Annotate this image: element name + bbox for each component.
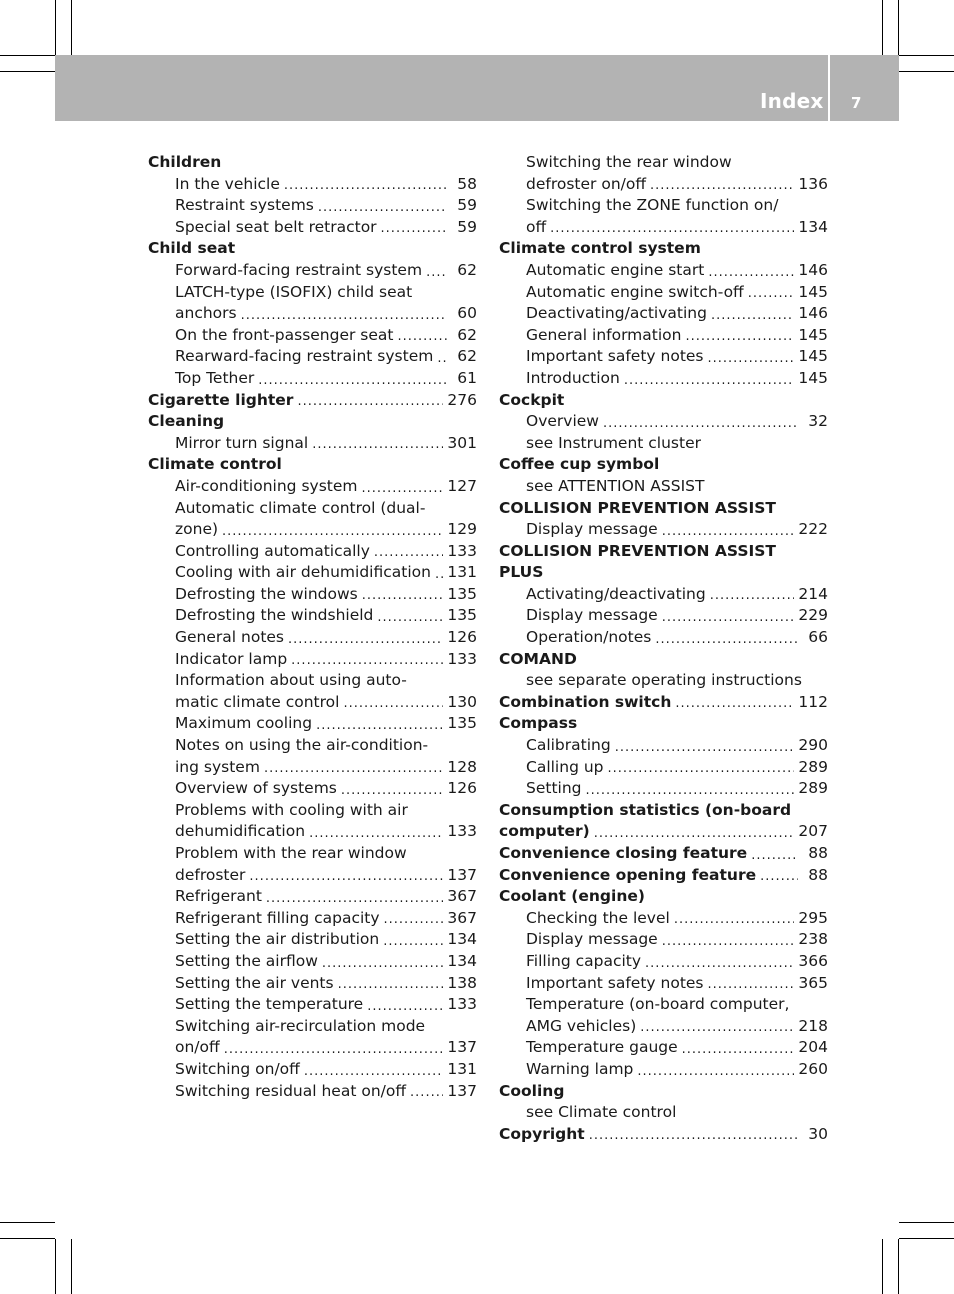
crop-mark	[898, 1239, 899, 1294]
index-entry	[148, 476, 477, 498]
index-entry	[148, 757, 477, 779]
leader-dots	[291, 652, 443, 670]
entry-page-number: 145	[798, 325, 828, 344]
index-heading-entry	[148, 390, 477, 412]
index-entry	[499, 260, 828, 282]
entry-page-number: 135	[447, 606, 477, 625]
entry-label: In the vehicle	[175, 174, 280, 193]
entry-page-number: 276	[447, 390, 477, 409]
index-entry	[148, 346, 477, 368]
index-entry	[499, 519, 828, 541]
entry-label: Filling capacity	[526, 951, 642, 970]
entry-label: Display message	[526, 930, 658, 949]
index-heading-entry	[499, 843, 828, 865]
crop-mark	[882, 1239, 883, 1294]
crop-mark	[55, 1239, 56, 1294]
index-continuation: Switching the ZONE function on/	[526, 196, 779, 215]
entry-label: Maximum cooling	[175, 714, 313, 733]
entry-page-number: 127	[447, 476, 477, 495]
index-continuation: Information about using auto-	[175, 671, 407, 690]
index-continuation: Switching the rear window	[526, 153, 732, 171]
entry-page-number: 133	[447, 541, 477, 560]
leader-dots	[284, 177, 447, 195]
entry-label: Overview	[526, 412, 599, 431]
index-entry	[148, 929, 477, 951]
index-entry	[148, 584, 477, 606]
entry-page-number: 146	[798, 304, 828, 323]
leader-dots	[662, 609, 795, 627]
entry-page-number: 289	[798, 757, 828, 776]
entry-label: Defrosting the windshield	[175, 606, 374, 625]
entry-page-number: 133	[447, 995, 477, 1014]
index-column-left	[148, 152, 477, 1102]
index-entry	[148, 325, 477, 347]
leader-dots	[662, 933, 795, 951]
entry-page-number: 138	[447, 973, 477, 992]
entry-page-number: 137	[447, 1081, 477, 1100]
entry-label: Air-conditioning system	[175, 476, 358, 495]
index-column-right	[499, 152, 828, 1145]
leader-dots	[426, 264, 447, 282]
index-heading: COLLISION PREVENTION ASSIST	[499, 541, 777, 560]
index-heading-entry	[499, 865, 828, 887]
entry-page-number: 137	[447, 1038, 477, 1057]
entry-page-number: 128	[447, 757, 477, 776]
page-title: Index	[760, 89, 824, 113]
leader-dots	[586, 782, 795, 800]
leader-dots	[655, 631, 798, 649]
entry-label: AMG vehicles)	[526, 1016, 637, 1035]
index-entry	[148, 973, 477, 995]
index-entry	[499, 929, 828, 951]
entry-label: Switching on/off	[175, 1059, 300, 1078]
index-entry	[499, 368, 828, 390]
entry-label: General information	[526, 325, 682, 344]
index-continuation: see ATTENTION ASSIST	[526, 476, 705, 495]
entry-label: matic climate control	[175, 692, 340, 711]
index-continuation: see Instrument cluster	[526, 433, 701, 452]
index-entry	[499, 584, 828, 606]
index-entry	[499, 282, 828, 304]
index-heading-entry	[499, 692, 828, 714]
leader-dots	[437, 350, 447, 368]
entry-label: Defrosting the windows	[175, 584, 358, 603]
entry-label: Refrigerant	[175, 887, 262, 906]
leader-dots	[381, 220, 447, 238]
index-entry	[499, 951, 828, 973]
index-entry	[148, 174, 477, 196]
entry-page-number: 367	[447, 887, 477, 906]
index-entry	[148, 713, 477, 735]
leader-dots	[361, 480, 443, 498]
leader-dots	[398, 328, 448, 346]
entry-label: defroster	[175, 865, 246, 884]
index-entry	[499, 303, 828, 325]
index-heading: Child seat	[148, 239, 236, 258]
index-heading: Consumption statistics (on-board	[499, 800, 792, 819]
leader-dots	[288, 631, 443, 649]
entry-page-number: 59	[457, 196, 477, 215]
index-heading: Climate control system	[499, 239, 701, 258]
crop-mark	[899, 1238, 954, 1239]
index-heading: Coolant (engine)	[499, 887, 645, 906]
leader-dots	[682, 1041, 795, 1059]
entry-page-number: 134	[447, 930, 477, 949]
entry-label: Cigarette lighter	[148, 390, 294, 409]
entry-label: On the front-passenger seat	[175, 325, 394, 344]
index-entry	[499, 973, 828, 995]
entry-page-number: 131	[447, 563, 477, 582]
entry-label: Switching residual heat on/off	[175, 1081, 407, 1100]
leader-dots	[708, 350, 795, 368]
entry-page-number: 66	[808, 628, 828, 647]
leader-dots	[662, 523, 795, 541]
entry-label: Top Tether	[175, 368, 255, 387]
leader-dots	[751, 847, 798, 865]
entry-label: Cooling with air dehumidification	[175, 563, 431, 582]
leader-dots	[338, 976, 444, 994]
entry-label: on/off	[175, 1038, 220, 1057]
index-entry	[148, 951, 477, 973]
entry-label: Forward-facing restraint system	[175, 260, 423, 279]
leader-dots	[711, 307, 794, 325]
entry-label: Copyright	[499, 1124, 585, 1143]
entry-page-number: 112	[798, 692, 828, 711]
leader-dots	[377, 609, 443, 627]
entry-page-number: 133	[447, 649, 477, 668]
entry-label: Introduction	[526, 368, 620, 387]
entry-label: Important safety notes	[526, 973, 704, 992]
index-entry	[499, 1016, 828, 1038]
leader-dots	[624, 372, 795, 390]
index-heading: Compass	[499, 714, 578, 733]
entry-label: Refrigerant filling capacity	[175, 908, 380, 927]
index-entry	[148, 195, 477, 217]
crop-mark	[0, 71, 55, 72]
index-entry	[148, 692, 477, 714]
leader-dots	[383, 933, 443, 951]
index-entry	[148, 1081, 477, 1103]
entry-label: Setting the temperature	[175, 995, 364, 1014]
entry-page-number: 145	[798, 282, 828, 301]
index-entry	[499, 174, 828, 196]
entry-page-number: 301	[447, 433, 477, 452]
entry-label: Automatic engine switch-off	[526, 282, 744, 301]
leader-dots	[343, 695, 443, 713]
leader-dots	[341, 782, 444, 800]
leader-dots	[550, 220, 794, 238]
entry-page-number: 62	[457, 260, 477, 279]
leader-dots	[222, 523, 443, 541]
entry-label: Setting the air distribution	[175, 930, 380, 949]
entry-label: Setting	[526, 779, 582, 798]
entry-label: Combination switch	[499, 692, 672, 711]
entry-label: Temperature gauge	[526, 1038, 678, 1057]
crop-mark	[899, 55, 954, 56]
leader-dots	[241, 307, 447, 325]
entry-page-number: 131	[447, 1059, 477, 1078]
index-continuation: see separate operating instructions	[526, 671, 802, 690]
leader-dots	[645, 955, 794, 973]
leader-dots	[249, 868, 443, 886]
leader-dots	[608, 760, 795, 778]
entry-label: Automatic engine start	[526, 260, 705, 279]
entry-page-number: 60	[457, 304, 477, 323]
entry-page-number: 135	[447, 584, 477, 603]
leader-dots	[748, 285, 795, 303]
index-entry	[499, 908, 828, 930]
index-entry	[148, 1059, 477, 1081]
entry-label: zone)	[175, 520, 219, 539]
entry-label: Setting the air vents	[175, 973, 334, 992]
entry-label: General notes	[175, 628, 285, 647]
index-continuation: Problem with the rear window	[175, 844, 407, 862]
entry-label: dehumidification	[175, 822, 306, 841]
entry-page-number: 126	[447, 628, 477, 647]
entry-page-number: 238	[798, 930, 828, 949]
index-entry	[148, 865, 477, 887]
entry-page-number: 129	[447, 520, 477, 539]
entry-label: Rearward-facing restraint system	[175, 347, 434, 366]
leader-dots	[637, 1063, 794, 1081]
leader-dots	[309, 825, 443, 843]
index-entry	[499, 627, 828, 649]
index-entry	[148, 368, 477, 390]
leader-dots	[367, 998, 443, 1016]
entry-page-number: 366	[798, 951, 828, 970]
entry-page-number: 59	[457, 217, 477, 236]
index-entry	[148, 649, 477, 671]
index-heading: Cooling	[499, 1081, 565, 1100]
entry-label: Display message	[526, 606, 658, 625]
leader-dots	[266, 890, 444, 908]
leader-dots	[760, 868, 798, 886]
index-entry	[148, 541, 477, 563]
entry-page-number: 145	[798, 368, 828, 387]
entry-label: Mirror turn signal	[175, 433, 309, 452]
entry-page-number: 130	[447, 692, 477, 711]
index-continuation: Notes on using the air-condition-	[175, 736, 429, 755]
index-entry	[148, 778, 477, 800]
entry-page-number: 61	[457, 368, 477, 387]
leader-dots	[362, 587, 444, 605]
leader-dots	[316, 717, 443, 735]
entry-label: ing system	[175, 757, 260, 776]
leader-dots	[650, 177, 794, 195]
entry-label: anchors	[175, 304, 237, 323]
index-entry	[148, 303, 477, 325]
entry-page-number: 218	[798, 1016, 828, 1035]
entry-label: Controlling automatically	[175, 541, 370, 560]
entry-page-number: 135	[447, 714, 477, 733]
index-entry	[148, 994, 477, 1016]
index-entry	[499, 757, 828, 779]
crop-mark	[71, 0, 72, 55]
index-entry	[148, 908, 477, 930]
entry-page-number: 146	[798, 260, 828, 279]
entry-page-number: 137	[447, 865, 477, 884]
entry-page-number: 207	[798, 822, 828, 841]
index-heading: Climate control	[148, 455, 282, 474]
leader-dots	[384, 911, 444, 929]
entry-label: Convenience closing feature	[499, 844, 748, 862]
entry-label: Calling up	[526, 757, 604, 776]
leader-dots	[435, 566, 443, 584]
index-entry	[499, 605, 828, 627]
leader-dots	[297, 393, 443, 411]
entry-label: Activating/deactivating	[526, 584, 706, 603]
entry-page-number: 32	[808, 412, 828, 431]
leader-dots	[258, 372, 447, 390]
index-heading: Coffee cup symbol	[499, 455, 660, 474]
leader-dots	[615, 739, 795, 757]
entry-page-number: 214	[798, 584, 828, 603]
leader-dots	[675, 695, 794, 713]
entry-page-number: 204	[798, 1038, 828, 1057]
entry-label: Convenience opening feature	[499, 865, 757, 884]
index-continuation: Temperature (on-board computer,	[526, 995, 790, 1014]
index-continuation: LATCH-type (ISOFIX) child seat	[175, 282, 413, 301]
crop-mark	[882, 0, 883, 55]
index-heading: Cleaning	[148, 412, 225, 431]
entry-page-number: 229	[798, 606, 828, 625]
entry-label: Checking the level	[526, 908, 670, 927]
entry-label: Important safety notes	[526, 347, 704, 366]
index-continuation: Switching air-recirculation mode	[175, 1016, 426, 1035]
index-entry	[148, 1037, 477, 1059]
index-heading: Cockpit	[499, 390, 565, 409]
index-entry	[148, 519, 477, 541]
crop-mark	[898, 0, 899, 55]
index-entry	[499, 778, 828, 800]
entry-page-number: 62	[457, 325, 477, 344]
entry-page-number: 58	[457, 174, 477, 193]
entry-page-number: 145	[798, 347, 828, 366]
crop-mark	[0, 1238, 55, 1239]
index-entry	[499, 1059, 828, 1081]
index-entry	[499, 346, 828, 368]
leader-dots	[674, 911, 795, 929]
entry-page-number: 367	[447, 908, 477, 927]
entry-page-number: 290	[798, 736, 828, 755]
entry-label: Special seat belt retractor	[175, 217, 377, 236]
entry-page-number: 295	[798, 908, 828, 927]
entry-page-number: 134	[798, 217, 828, 236]
leader-dots	[708, 264, 794, 282]
index-continuation: Automatic climate control (dual-	[175, 498, 426, 517]
entry-label: defroster on/off	[526, 174, 647, 193]
entry-label: Warning lamp	[526, 1059, 634, 1078]
leader-dots	[304, 1063, 444, 1081]
crop-mark	[0, 55, 55, 56]
header-divider	[828, 55, 830, 121]
leader-dots	[312, 436, 443, 454]
index-entry	[148, 886, 477, 908]
index-entry	[499, 325, 828, 347]
leader-dots	[318, 199, 447, 217]
entry-label: Display message	[526, 520, 658, 539]
index-entry	[148, 605, 477, 627]
entry-label: off	[526, 217, 547, 236]
index-entry	[148, 627, 477, 649]
entry-label: Restraint systems	[175, 196, 314, 215]
index-entry	[499, 217, 828, 239]
page-number: 7	[851, 94, 862, 112]
entry-label: Operation/notes	[526, 628, 652, 647]
index-entry	[499, 411, 828, 433]
index-continuation: Problems with cooling with air	[175, 800, 408, 819]
index-entry	[499, 735, 828, 757]
crop-mark	[0, 1222, 55, 1223]
index-heading-entry	[499, 1124, 828, 1146]
entry-page-number: 260	[798, 1059, 828, 1078]
leader-dots	[685, 328, 794, 346]
entry-page-number: 88	[808, 865, 828, 884]
crop-mark	[71, 1239, 72, 1294]
entry-page-number: 289	[798, 779, 828, 798]
leader-dots	[640, 1019, 794, 1037]
entry-page-number: 133	[447, 822, 477, 841]
entry-page-number: 134	[447, 951, 477, 970]
index-entry	[148, 217, 477, 239]
leader-dots	[708, 976, 795, 994]
leader-dots	[264, 760, 443, 778]
entry-label: Indicator lamp	[175, 649, 288, 668]
leader-dots	[710, 587, 795, 605]
crop-mark	[899, 71, 954, 72]
leader-dots	[224, 1041, 444, 1059]
index-heading-entry	[499, 821, 828, 843]
leader-dots	[374, 544, 444, 562]
leader-dots	[603, 415, 798, 433]
entry-page-number: 62	[457, 347, 477, 366]
crop-mark	[55, 0, 56, 55]
index-heading: COLLISION PREVENTION ASSIST	[499, 498, 777, 517]
index-heading: PLUS	[499, 563, 544, 582]
entry-label: Overview of systems	[175, 779, 337, 798]
crop-mark	[899, 1222, 954, 1223]
index-entry	[148, 260, 477, 282]
entry-page-number: 365	[798, 973, 828, 992]
entry-page-number: 30	[808, 1124, 828, 1143]
entry-label: computer)	[499, 822, 590, 841]
leader-dots	[594, 825, 795, 843]
leader-dots	[589, 1127, 798, 1145]
index-entry	[148, 562, 477, 584]
entry-page-number: 88	[808, 844, 828, 862]
index-continuation: see Climate control	[526, 1103, 677, 1122]
index-entry	[148, 433, 477, 455]
index-heading: COMAND	[499, 649, 577, 668]
entry-page-number: 136	[798, 174, 828, 193]
leader-dots	[322, 955, 444, 973]
entry-label: Setting the airflow	[175, 951, 318, 970]
entry-label: Calibrating	[526, 736, 611, 755]
index-entry	[499, 1037, 828, 1059]
entry-page-number: 222	[798, 520, 828, 539]
index-heading: Children	[148, 153, 222, 171]
index-entry	[148, 821, 477, 843]
leader-dots	[410, 1084, 443, 1102]
entry-label: Deactivating/activating	[526, 304, 707, 323]
entry-page-number: 126	[447, 779, 477, 798]
